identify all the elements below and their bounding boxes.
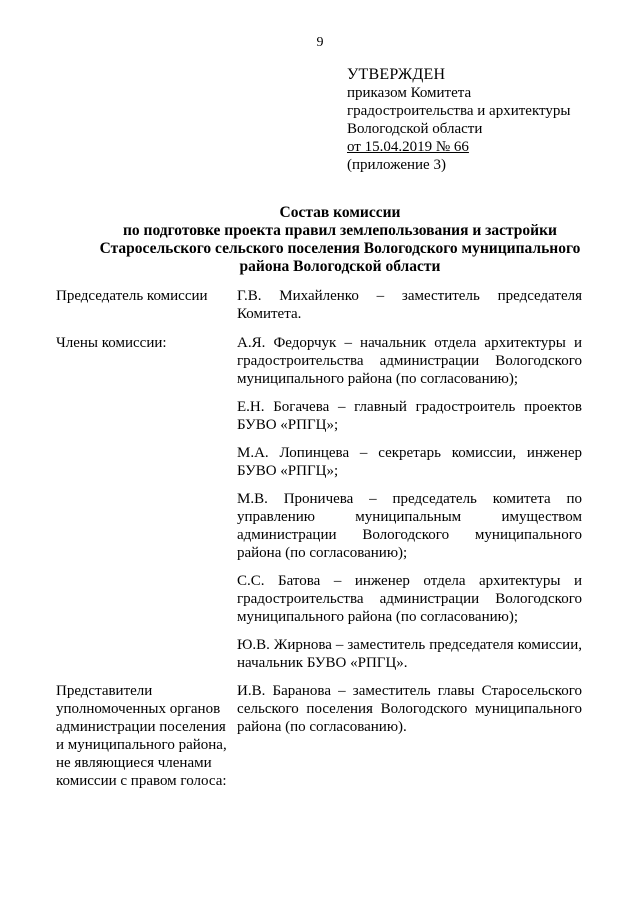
member-entry: Е.Н. Богачева – главный градостроитель проектов БУВО «РПГЦ»;: [237, 399, 582, 433]
representatives-list: [237, 682, 582, 746]
approval-title: УТВЕРЖДЕН: [347, 66, 446, 83]
title-line-4: района Вологодской области: [239, 258, 441, 275]
approval-line-region: Вологодской области: [347, 121, 483, 137]
representatives-role: Представители уполномоченных органов администрации поселения и муниципального района, не являющиеся членами комиссии с правом голоса:: [56, 683, 227, 789]
member-entry: С.С. Батова – инженер отдела архитектуры и градостроительства администрации Вологодского муниципального района (по согласованию);: [237, 573, 582, 625]
approval-line-order: приказом Комитета: [347, 85, 472, 101]
member-entry: Ю.В. Жирнова – заместитель председателя комиссии, начальник БУВО «РПГЦ».: [237, 637, 582, 671]
chair-row: [56, 287, 582, 334]
members-role: Члены комиссии:: [56, 335, 167, 351]
member-entry: А.Я. Федорчук – начальник отдела архитектуры и градостроительства администрации Вологодского муниципального района (по согласованию);: [237, 335, 582, 387]
approval-stamp: [347, 66, 627, 174]
document-title: [80, 204, 600, 276]
title-line-2: по подготовке проекта правил землепользования и застройки: [123, 222, 557, 239]
approval-appendix: (приложение 3): [347, 157, 446, 173]
commission-table: [56, 287, 582, 790]
chair-role: Председатель комиссии: [56, 288, 208, 304]
title-line-3: Старосельского сельского поселения Вологодского муниципального: [99, 240, 581, 257]
chair-entry: Г.В. Михайленко – заместитель председателя Комитета.: [237, 288, 582, 322]
chair-members: [237, 287, 582, 334]
approval-line-committee: градостроительства и архитектуры: [347, 103, 571, 119]
title-line-1: Состав комиссии: [279, 204, 401, 221]
members-list: [237, 334, 582, 682]
member-entry: М.А. Лопинцева – секретарь комиссии, инженер БУВО «РПГЦ»;: [237, 445, 582, 479]
members-row: [56, 334, 582, 682]
member-entry: М.В. Проничева – председатель комитета по управлению муниципальным имуществом администрации Вологодского муниципального района (по согласованию);: [237, 491, 582, 561]
approval-date: от 15.04.2019 № 66: [347, 139, 469, 155]
page-number: 9: [316, 35, 324, 50]
representative-entry: И.В. Баранова – заместитель главы Старосельского сельского поселения Вологодского муниципального района (по согласованию).: [237, 683, 582, 735]
representatives-row: [56, 682, 582, 790]
